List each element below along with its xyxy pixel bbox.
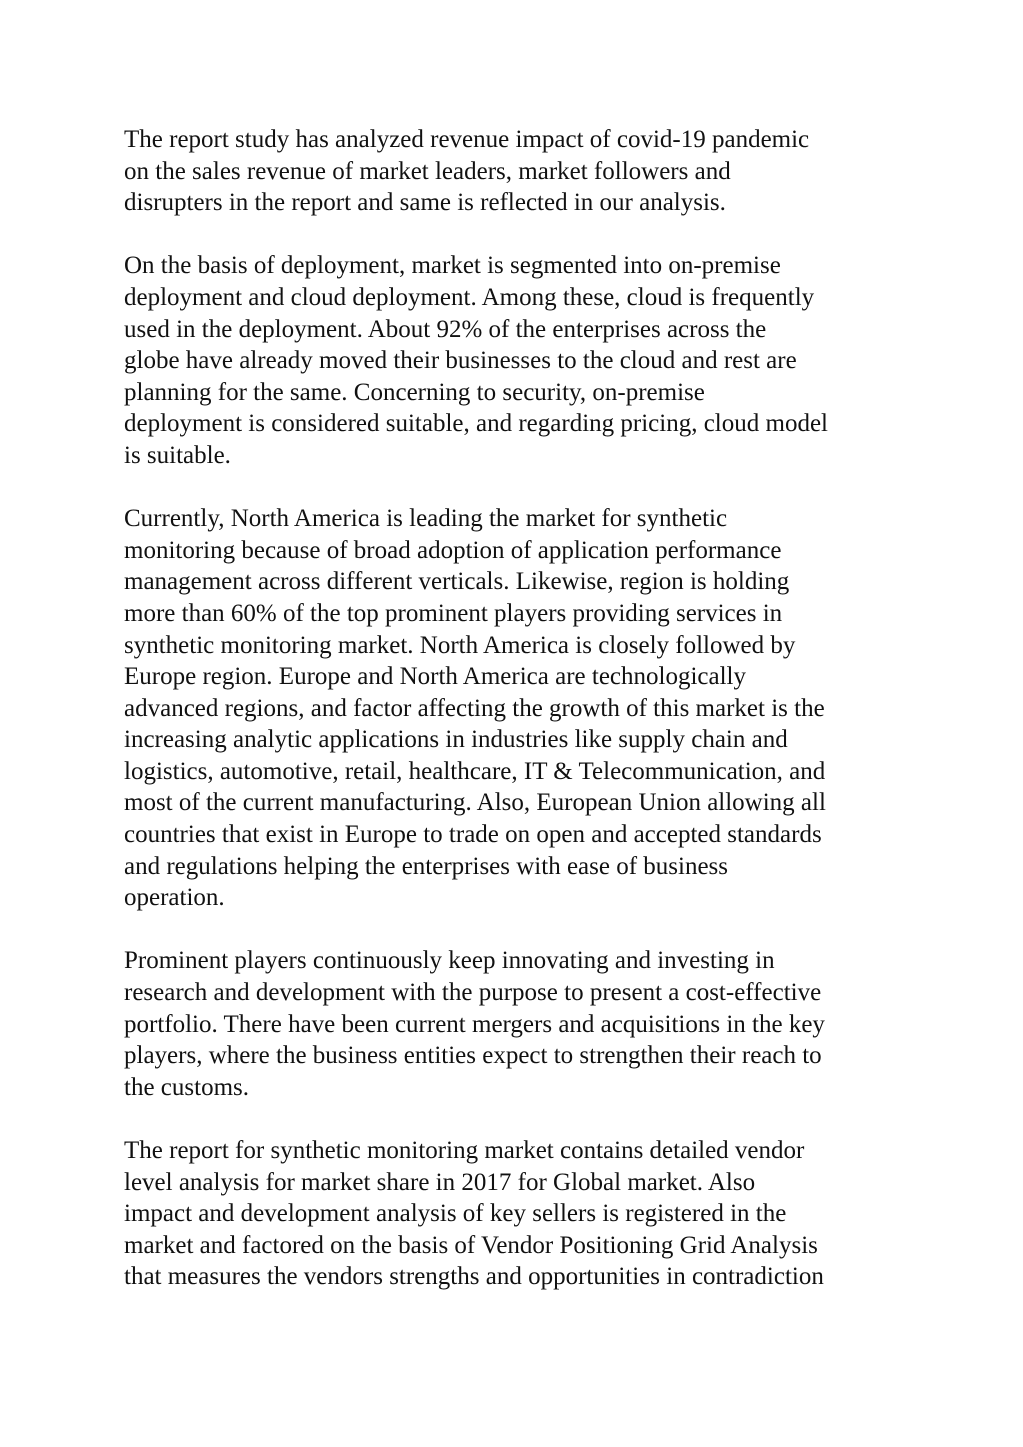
- paragraph-prominent-players: [124, 945, 914, 1103]
- text-line: On the basis of deployment, market is segmented into on-premise: [124, 252, 781, 280]
- text-line: impact and development analysis of key sellers is registered in the: [124, 1200, 787, 1228]
- document-body: [124, 124, 914, 1325]
- text-line: portfolio. There have been current mergers and acquisitions in the key: [124, 1010, 825, 1038]
- text-line: market and factored on the basis of Vendor Positioning Grid Analysis: [124, 1231, 818, 1259]
- text-line: most of the current manufacturing. Also, European Union allowing all: [124, 789, 826, 817]
- text-line: planning for the same. Concerning to security, on-premise: [124, 378, 705, 406]
- paragraph-regional-analysis: [124, 503, 914, 914]
- text-line: on the sales revenue of market leaders, market followers and: [124, 157, 731, 185]
- text-line: countries that exist in Europe to trade on open and accepted standards: [124, 821, 822, 849]
- text-line: Currently, North America is leading the market for synthetic: [124, 505, 728, 533]
- text-line: increasing analytic applications in industries like supply chain and: [124, 726, 788, 754]
- text-line: operation.: [124, 884, 225, 912]
- text-line: logistics, automotive, retail, healthcare, IT & Telecommunication, and: [124, 757, 826, 785]
- text-line: deployment is considered suitable, and regarding pricing, cloud model: [124, 410, 828, 438]
- text-line: disrupters in the report and same is reflected in our analysis.: [124, 189, 726, 217]
- text-line: research and development with the purpose to present a cost-effective: [124, 979, 822, 1007]
- text-line: the customs.: [124, 1073, 249, 1101]
- text-line: players, where the business entities expect to strengthen their reach to: [124, 1042, 822, 1070]
- text-line: Prominent players continuously keep innovating and investing in: [124, 947, 775, 975]
- text-line: The report study has analyzed revenue impact of covid-19 pandemic: [124, 126, 810, 153]
- text-line: The report for synthetic monitoring market contains detailed vendor: [124, 1137, 805, 1164]
- text-line: Europe region. Europe and North America are technologically: [124, 663, 746, 691]
- text-line: deployment and cloud deployment. Among these, cloud is frequently: [124, 283, 815, 311]
- text-line: monitoring because of broad adoption of application performance: [124, 536, 782, 564]
- text-line: advanced regions, and factor affecting the growth of this market is the: [124, 694, 825, 722]
- text-line: more than 60% of the top prominent players providing services in: [124, 599, 783, 627]
- text-line: globe have already moved their businesses to the cloud and rest are: [124, 347, 797, 375]
- text-line: used in the deployment. About 92% of the enterprises across the: [124, 315, 767, 343]
- text-line: level analysis for market share in 2017 for Global market. Also: [124, 1168, 756, 1196]
- text-line: synthetic monitoring market. North America is closely followed by: [124, 631, 796, 659]
- paragraph-covid-impact: [124, 124, 914, 219]
- text-line: management across different verticals. Likewise, region is holding: [124, 568, 790, 596]
- text-line: that measures the vendors strengths and opportunities in contradiction: [124, 1263, 824, 1291]
- paragraph-vendor-analysis: [124, 1135, 914, 1293]
- text-line: is suitable.: [124, 441, 231, 469]
- text-line: and regulations helping the enterprises with ease of business: [124, 852, 729, 880]
- paragraph-deployment: [124, 250, 914, 471]
